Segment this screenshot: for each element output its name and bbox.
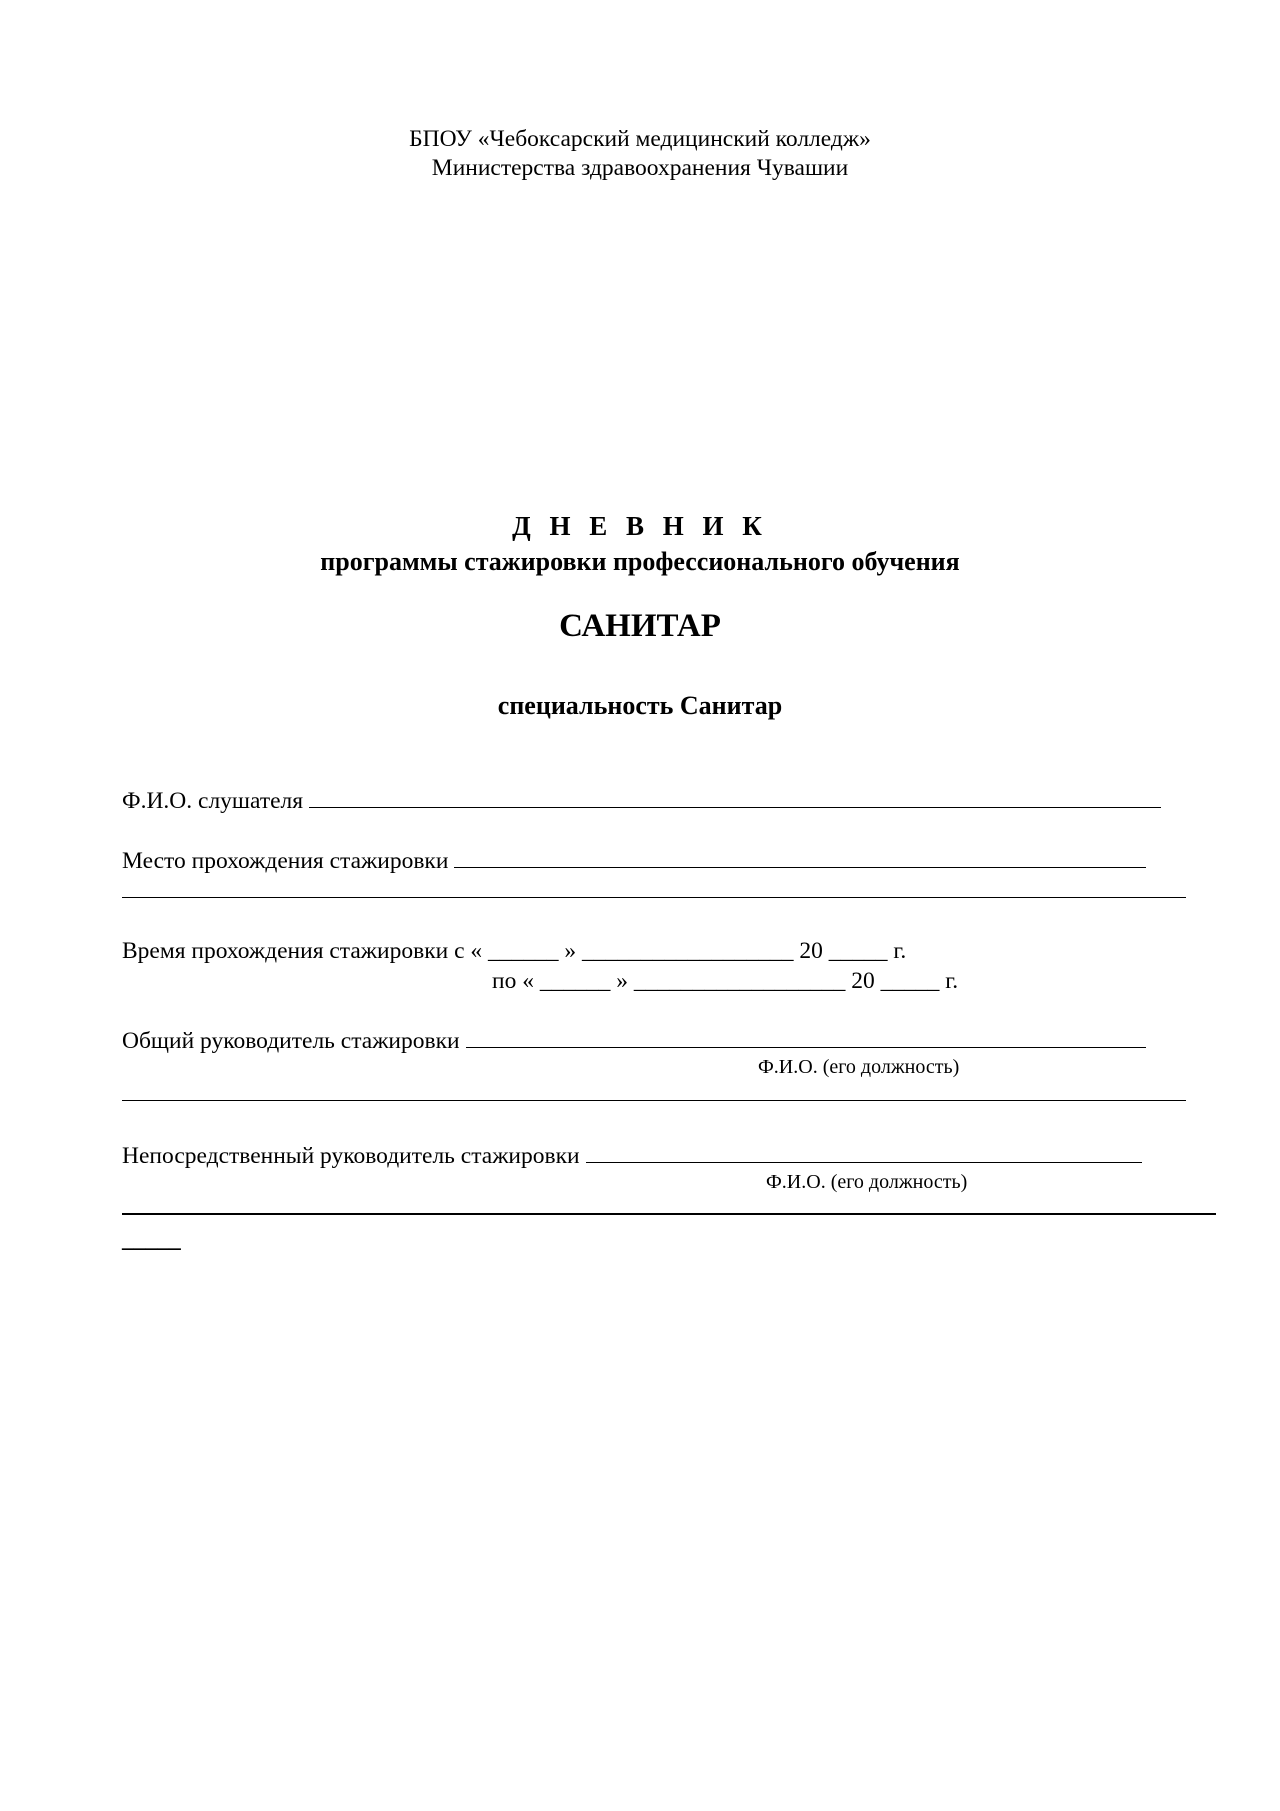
place-label: Место прохождения стажировки bbox=[122, 848, 449, 874]
student-input-line[interactable] bbox=[309, 787, 1161, 808]
time-from-line: Время прохождения стажировки с « ______ » __________________ 20 _____ г. bbox=[122, 938, 907, 964]
general-supervisor-field bbox=[122, 1027, 1146, 1055]
general-supervisor-label: Общий руководитель стажировки bbox=[122, 1028, 460, 1054]
place-input-line[interactable] bbox=[454, 847, 1146, 868]
direct-supervisor-field bbox=[122, 1142, 1142, 1170]
place-field bbox=[122, 847, 1146, 875]
specialty-name: специальность Санитар bbox=[497, 691, 783, 720]
trailing-line: _____ bbox=[122, 1227, 181, 1253]
direct-supervisor-label: Непосредственный руководитель стажировки bbox=[122, 1143, 580, 1169]
direct-supervisor-hint: Ф.И.О. (его должность) bbox=[766, 1171, 968, 1193]
direct-supervisor-input-line-2[interactable] bbox=[122, 1213, 1216, 1215]
ministry-name: Министерства здравоохранения Чувашии bbox=[431, 155, 849, 181]
direct-supervisor-input-line[interactable] bbox=[586, 1142, 1142, 1163]
time-to-line: по « ______ » __________________ 20 _____ г. bbox=[492, 968, 959, 994]
document-subtitle: программы стажировки профессионального обучения bbox=[320, 547, 960, 576]
document-title: Д Н Е В Н И К bbox=[512, 511, 768, 541]
program-name: САНИТАР bbox=[559, 608, 721, 644]
institution-name: БПОУ «Чебоксарский медицинский колледж» bbox=[409, 126, 871, 152]
place-input-line-2[interactable] bbox=[122, 897, 1186, 898]
general-supervisor-input-line[interactable] bbox=[466, 1027, 1146, 1048]
student-label: Ф.И.О. слушателя bbox=[122, 788, 304, 814]
general-supervisor-hint: Ф.И.О. (его должность) bbox=[758, 1056, 960, 1078]
general-supervisor-input-line-2[interactable] bbox=[122, 1100, 1186, 1101]
student-field bbox=[122, 787, 1161, 815]
